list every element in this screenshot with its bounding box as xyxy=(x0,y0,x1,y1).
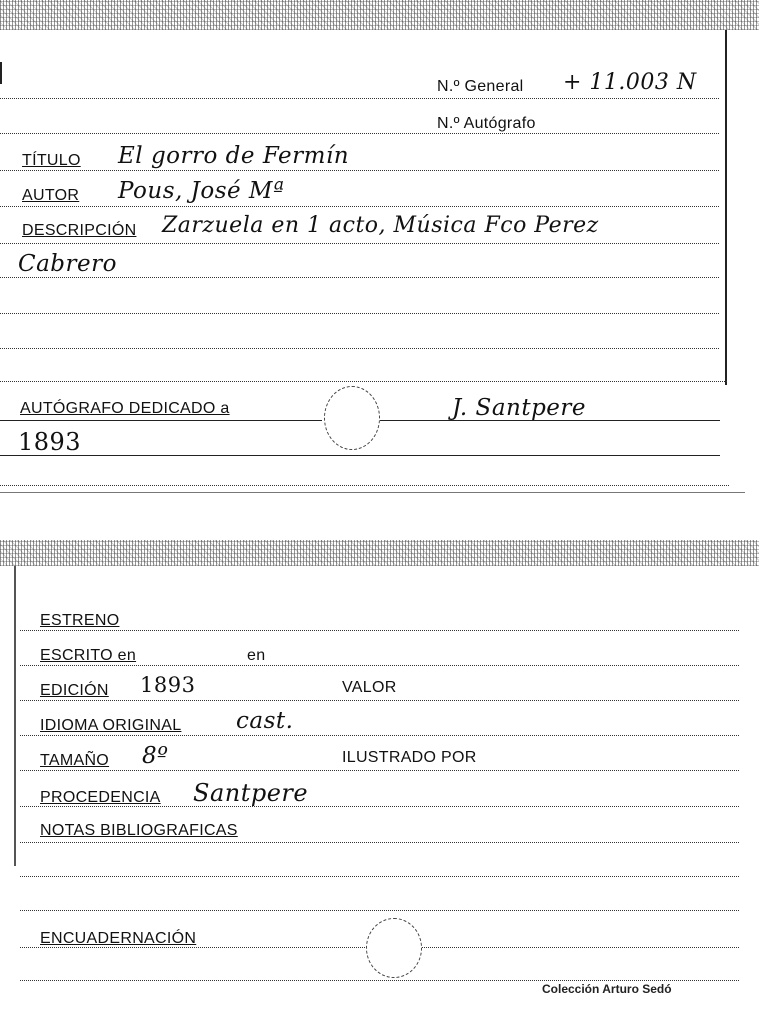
line-descripcion-1 xyxy=(0,243,719,244)
line-notas-3 xyxy=(20,910,739,911)
autor-label: AUTOR xyxy=(22,187,80,204)
line-idioma xyxy=(20,735,739,736)
idioma-value: cast. xyxy=(236,708,294,734)
line-descripcion-5 xyxy=(0,381,727,382)
escrito-en-label: en xyxy=(247,647,266,664)
descripcion-value-1: Zarzuela en 1 acto, Música Fco Perez xyxy=(162,213,599,238)
line-estreno xyxy=(20,630,739,631)
idioma-label: IDIOMA ORIGINAL xyxy=(40,717,182,734)
line-procedencia xyxy=(20,806,739,807)
descripcion-value-2: Cabrero xyxy=(18,251,117,277)
scan-noise-top xyxy=(0,0,759,30)
numero-general-value: + 11.003 N xyxy=(563,70,697,95)
line-descripcion-2 xyxy=(0,277,719,278)
autografo-dedicado-value: J. Santpere xyxy=(452,395,587,421)
punch-hole-bottom xyxy=(366,918,422,978)
edicion-value: 1893 xyxy=(140,673,196,697)
tamano-value: 8º xyxy=(142,743,169,769)
line-tamano xyxy=(20,770,739,771)
line-autografo-left xyxy=(0,420,322,421)
estreno-label: ESTRENO xyxy=(40,612,120,629)
line-escrito xyxy=(20,665,739,666)
line-descripcion-4 xyxy=(0,348,719,349)
line-edicion xyxy=(20,700,739,701)
notas-label: NOTAS BIBLIOGRAFICAS xyxy=(40,822,238,839)
line-autografo-right xyxy=(380,420,720,421)
procedencia-label: PROCEDENCIA xyxy=(40,789,161,806)
line-bottom-dotted xyxy=(0,485,729,486)
line-year xyxy=(0,455,720,456)
line-autor xyxy=(0,206,719,207)
edicion-label: EDICIÓN xyxy=(40,682,109,699)
numero-general-label: N.º General xyxy=(437,78,524,95)
card-top-separator xyxy=(0,492,745,493)
escrito-label: ESCRITO en xyxy=(40,647,137,664)
collection-credit: Colección Arturo Sedó xyxy=(542,982,672,996)
punch-hole-top xyxy=(324,386,380,450)
line-titulo xyxy=(0,170,719,171)
ilustrado-label: ILUSTRADO POR xyxy=(342,749,477,766)
line-autografo xyxy=(0,133,719,134)
line-encuadernacion-left xyxy=(20,947,365,948)
line-general xyxy=(0,98,719,99)
line-notas-2 xyxy=(20,876,739,877)
card-right-border xyxy=(725,30,727,385)
autografo-dedicado-label: AUTÓGRAFO DEDICADO a xyxy=(20,400,230,417)
line-notas-1 xyxy=(20,842,739,843)
card-left-border xyxy=(14,566,16,866)
line-encuadernacion-right xyxy=(420,947,739,948)
valor-label: VALOR xyxy=(342,679,397,696)
card-left-mark xyxy=(0,62,2,84)
line-descripcion-3 xyxy=(0,313,719,314)
encuadernacion-label: ENCUADERNACIÓN xyxy=(40,930,197,947)
numero-autografo-label: N.º Autógrafo xyxy=(437,115,536,132)
titulo-label: TÍTULO xyxy=(22,152,81,169)
year-value: 1893 xyxy=(18,428,82,456)
tamano-label: TAMAÑO xyxy=(40,752,110,769)
procedencia-value: Santpere xyxy=(193,779,309,807)
titulo-value: El gorro de Fermín xyxy=(118,143,350,169)
autor-value: Pous, José Mª xyxy=(118,178,285,204)
descripcion-label: DESCRIPCIÓN xyxy=(22,222,137,239)
line-bottom-last xyxy=(20,980,739,981)
scan-noise-bottom xyxy=(0,540,759,566)
